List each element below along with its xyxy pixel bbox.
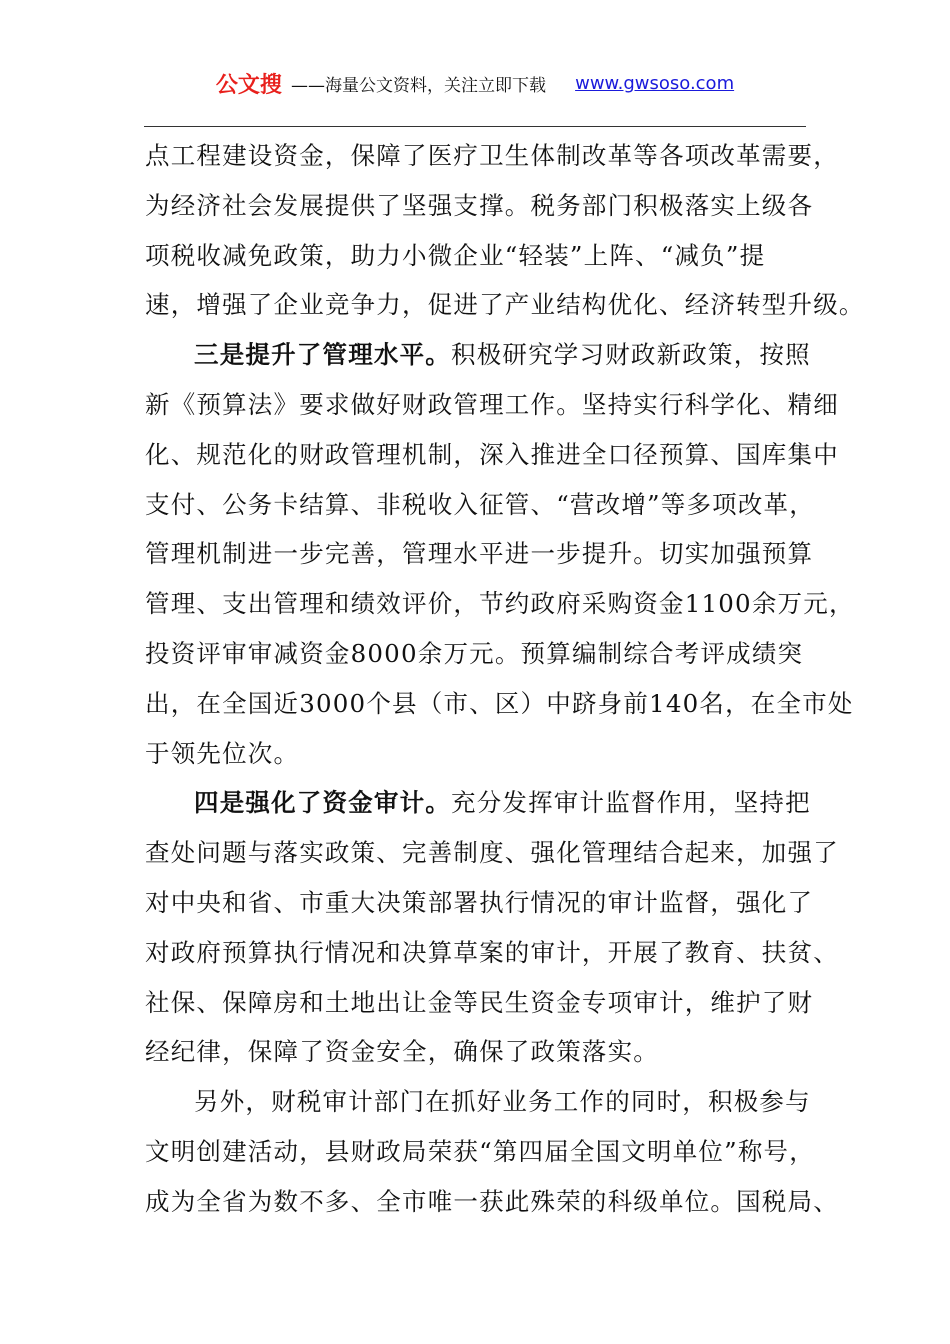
document-body <box>145 131 865 1227</box>
text-line-17: 对政府预算执行情况和决算草案的审计，开展了教育、扶贫、 <box>145 937 839 967</box>
text-line-2: 为经济社会发展提供了坚强支撑。税务部门积极落实上级各 <box>145 190 814 220</box>
text-line-18: 社保、保障房和土地出让金等民生资金专项审计，维护了财 <box>145 987 814 1017</box>
website-link[interactable]: www.gwsoso.com <box>575 73 735 94</box>
text-line-15: 查处问题与落实政策、完善制度、强化管理结合起来，加强了 <box>145 838 839 868</box>
text-line-4: 速，增强了企业竞争力，促进了产业结构优化、经济转型升级。 <box>145 290 865 320</box>
text-line-3: 项税收减免政策，助力小微企业“轻装”上阵、“减负”提 <box>145 240 766 270</box>
text-line-21: 文明创建活动，县财政局荣获“第四届全国文明单位”称号， <box>145 1136 815 1166</box>
text-line-9: 管理机制进一步完善，管理水平进一步提升。切实加强预算 <box>145 539 814 569</box>
text-line-8: 支付、公务卡结算、非税收入征管、“营改增”等多项改革， <box>145 489 815 519</box>
section-heading-3: 三是提升了管理水平。 <box>194 340 451 370</box>
page-header <box>0 68 950 108</box>
text-line-10: 管理、支出管理和绩效评价，节约政府采购资金1100余万元， <box>145 589 855 619</box>
text-line-16: 对中央和省、市重大决策部署执行情况的审计监督，强化了 <box>145 887 814 917</box>
text-line-19: 经纪律，保障了资金安全，确保了政策落实。 <box>145 1037 659 1067</box>
text-line-5: 三是提升了管理水平。积极研究学习财政新政策，按照 <box>194 340 811 370</box>
text-line-13: 于领先位次。 <box>145 738 300 768</box>
text-line-7: 化、规范化的财政管理机制，深入推进全口径预算、国库集中 <box>145 439 839 469</box>
text-line-6: 新《预算法》要求做好财政管理工作。坚持实行科学化、精细 <box>145 389 839 419</box>
text-line-20: 另外，财税审计部门在抓好业务工作的同时，积极参与 <box>194 1087 811 1117</box>
text-line-11: 投资评审审减资金8000余万元。预算编制综合考评成绩突 <box>145 638 804 668</box>
section-heading-4: 四是强化了资金审计。 <box>194 788 451 818</box>
brand-logo-text: 公文搜 <box>215 73 282 98</box>
text-line-1: 点工程建设资金，保障了医疗卫生体制改革等各项改革需要， <box>145 141 839 170</box>
text-line-22: 成为全省为数不多、全市唯一获此殊荣的科级单位。国税局、 <box>145 1186 839 1216</box>
text-line-14: 四是强化了资金审计。充分发挥审计监督作用，坚持把 <box>194 788 811 818</box>
header-divider <box>144 126 806 127</box>
text-line-12: 出，在全国近3000个县（市、区）中跻身前140名，在全市处 <box>145 688 854 718</box>
header-tagline: ——海量公文资料，关注立即下载 <box>291 76 546 96</box>
